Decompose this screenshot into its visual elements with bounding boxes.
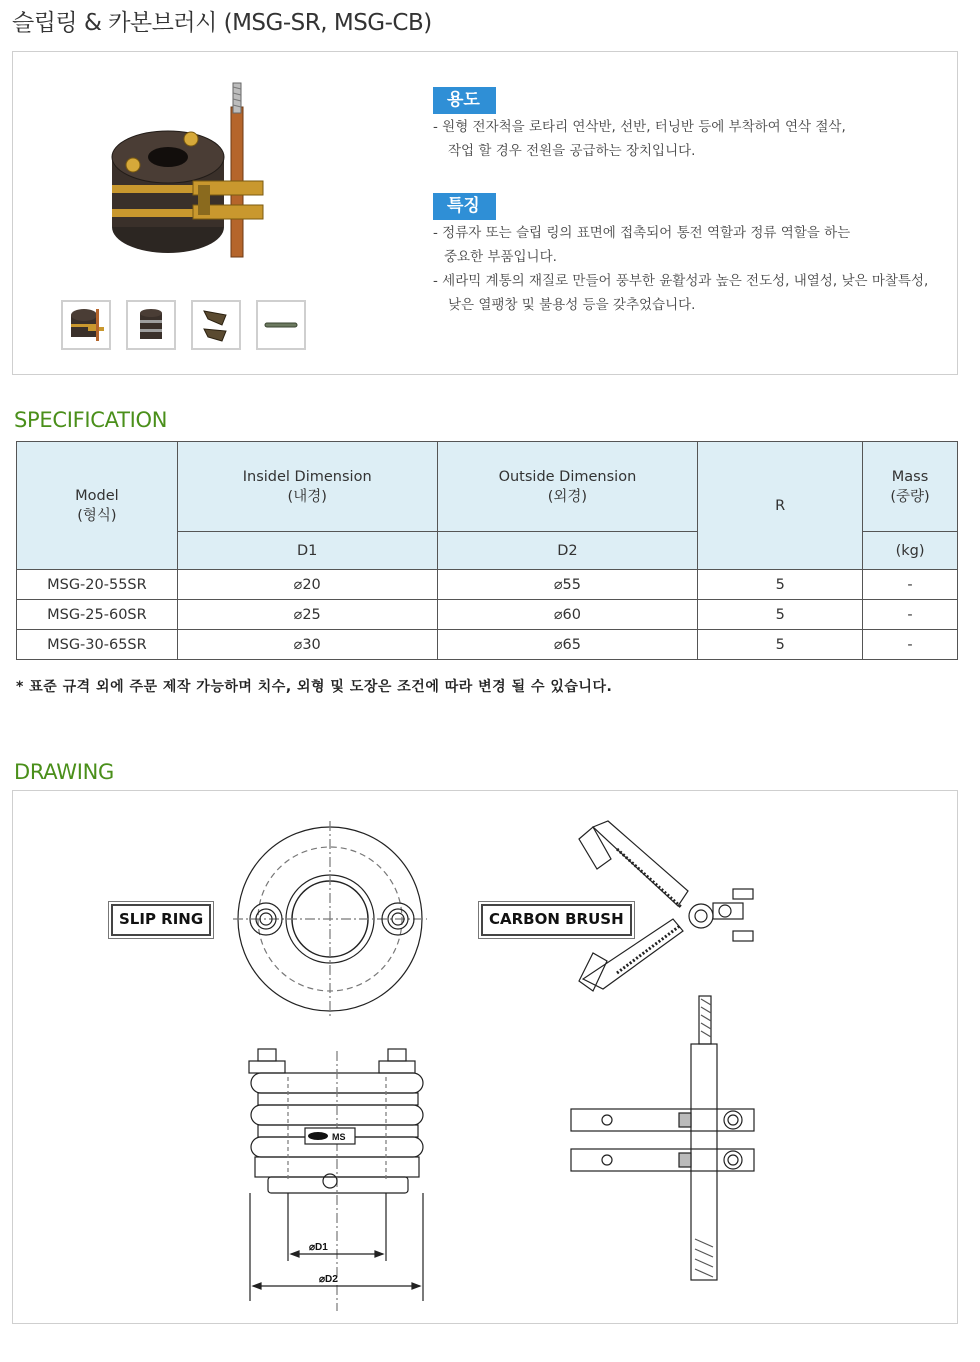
cell-mass: - bbox=[863, 570, 958, 600]
specification-table bbox=[16, 441, 958, 660]
features-line-1: - 정류자 또는 슬립 링의 표면에 접촉되어 통전 역할과 정류 역할을 하는 bbox=[433, 225, 851, 241]
thumbnail-slip-ring[interactable] bbox=[126, 300, 176, 350]
product-overview bbox=[12, 51, 958, 375]
cell-r: 5 bbox=[698, 630, 863, 660]
technical-drawing bbox=[13, 791, 959, 1325]
thumbnail-slip-ring-assembly[interactable] bbox=[61, 300, 111, 350]
slip-ring-label: SLIP RING bbox=[111, 904, 211, 936]
usage-line-2: 작업 할 경우 전원을 공급하는 장치입니다. bbox=[448, 143, 696, 159]
features-line-4: 낮은 열팽창 및 불용성 등을 갖추었습니다. bbox=[448, 297, 696, 313]
product-main-image bbox=[103, 77, 273, 277]
slip-ring-logo-text: MS bbox=[332, 1132, 346, 1142]
cell-model: MSG-25-60SR bbox=[17, 600, 178, 630]
page-title: 슬립링 & 카본브러시 (MSG-SR, MSG-CB) bbox=[12, 10, 432, 36]
cell-model: MSG-30-65SR bbox=[17, 630, 178, 660]
thumbnail-strip bbox=[61, 300, 306, 350]
drawing-heading: DRAWING bbox=[14, 760, 114, 784]
header-mass-unit: (kg) bbox=[863, 532, 958, 570]
header-outside-dimension: Outside Dimension (외경) bbox=[437, 442, 698, 532]
specification-note: * 표준 규격 외에 주문 제작 가능하며 치수, 외형 및 도장은 조건에 따라 변경 될 수 있습니다. bbox=[16, 679, 613, 695]
header-mass: Mass (중량) bbox=[863, 442, 958, 532]
header-r: R bbox=[698, 442, 863, 570]
cell-d1: ⌀30 bbox=[177, 630, 437, 660]
cell-mass: - bbox=[863, 630, 958, 660]
table-row bbox=[17, 600, 958, 630]
cell-model: MSG-20-55SR bbox=[17, 570, 178, 600]
usage-section bbox=[433, 87, 953, 163]
dimension-d1-label: ⌀D1 bbox=[309, 1242, 328, 1253]
cell-r: 5 bbox=[698, 570, 863, 600]
dimension-d2-label: ⌀D2 bbox=[319, 1274, 338, 1285]
product-info bbox=[433, 87, 953, 317]
cell-r: 5 bbox=[698, 600, 863, 630]
features-tag: 특징 bbox=[433, 193, 496, 220]
cell-mass: - bbox=[863, 600, 958, 630]
header-model: Model (형식) bbox=[17, 442, 178, 570]
usage-tag: 용도 bbox=[433, 87, 496, 114]
table-row bbox=[17, 570, 958, 600]
cell-d1: ⌀25 bbox=[177, 600, 437, 630]
carbon-brush-label: CARBON BRUSH bbox=[481, 904, 632, 936]
cell-d2: ⌀55 bbox=[437, 570, 698, 600]
specification-heading: SPECIFICATION bbox=[14, 408, 168, 432]
features-section bbox=[433, 193, 953, 317]
header-d1: D1 bbox=[177, 532, 437, 570]
header-d2: D2 bbox=[437, 532, 698, 570]
cell-d2: ⌀60 bbox=[437, 600, 698, 630]
features-line-3: - 세라믹 계통의 재질로 만들어 풍부한 윤활성과 높은 전도성, 내열성, 낮은 마찰특성, bbox=[433, 273, 929, 289]
features-line-2: 중요한 부품입니다. bbox=[444, 249, 557, 265]
cell-d2: ⌀65 bbox=[437, 630, 698, 660]
cell-d1: ⌀20 bbox=[177, 570, 437, 600]
usage-line-1: - 원형 전자척을 로타리 연삭반, 선반, 터닝반 등에 부착하여 연삭 절삭, bbox=[433, 119, 846, 135]
thumbnail-carbon-brush-holders[interactable] bbox=[191, 300, 241, 350]
table-row bbox=[17, 630, 958, 660]
header-inside-dimension: Insidel Dimension (내경) bbox=[177, 442, 437, 532]
drawing-panel bbox=[12, 790, 958, 1324]
thumbnail-carbon-rod[interactable] bbox=[256, 300, 306, 350]
